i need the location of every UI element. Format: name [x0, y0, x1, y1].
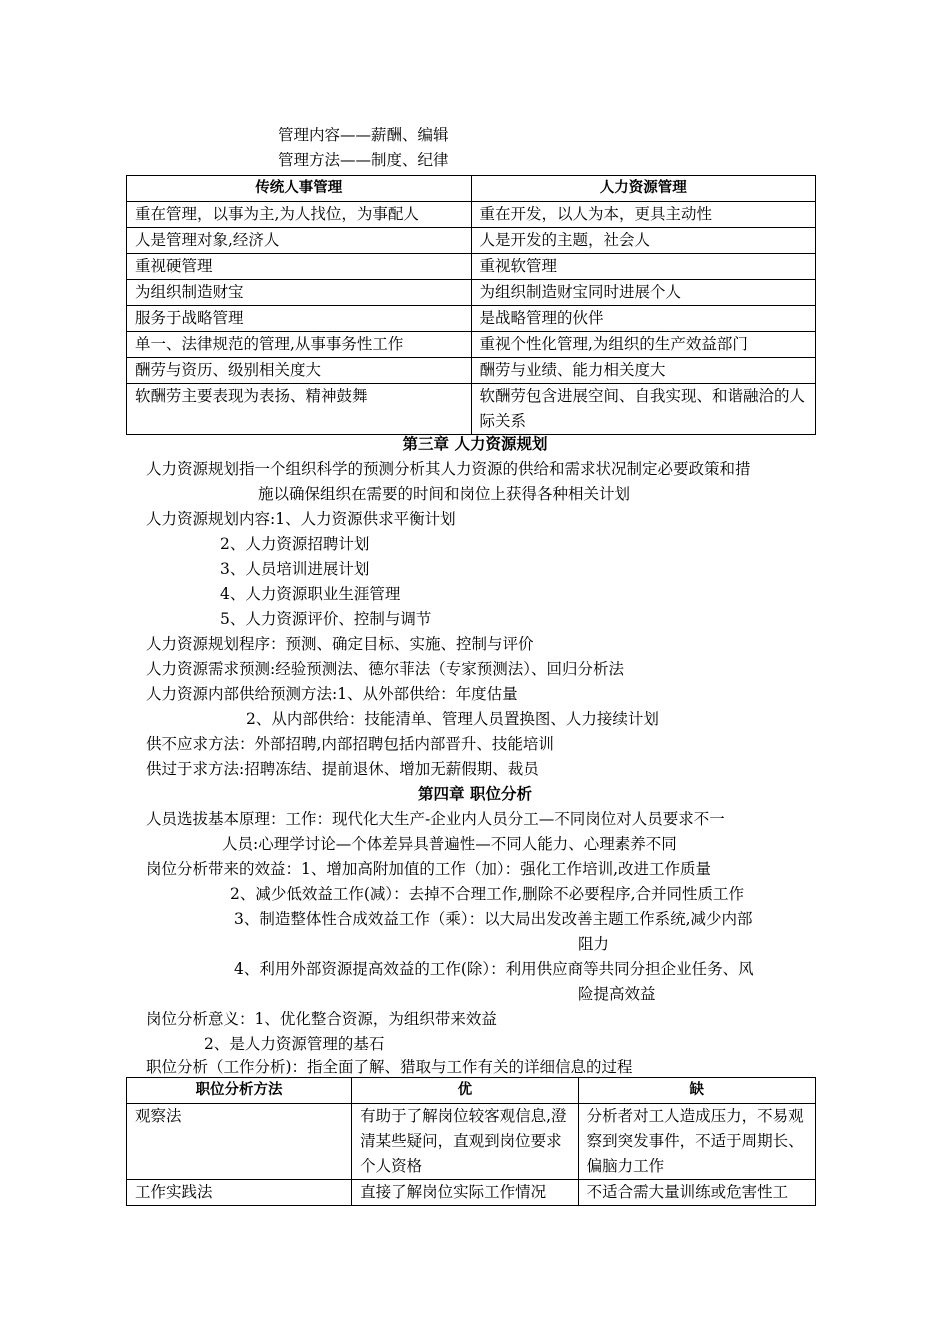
- table-row: [127, 254, 816, 280]
- table-row: [127, 1180, 816, 1206]
- table-cell: 为组织制造财宝同时进展个人: [471, 280, 816, 306]
- analysis-benefit-2: 2、减少低效益工作(减）：去掉不合理工作,删除不必要程序,合并同性质工作: [230, 885, 745, 903]
- intro-line-method: 管理方法——制度、纪律: [278, 151, 449, 169]
- intro-line-content: 管理内容——薪酬、编辑: [278, 126, 449, 144]
- analysis-benefit-4-cont: 险提高效益: [578, 985, 656, 1003]
- table-cell: 有助于了解岗位较客观信息,澄清某些疑问，直观到岗位要求个人资格: [352, 1104, 578, 1180]
- selection-principle-2: 人员:心理学讨论—个体差异具普遍性—不同人能力、心理素养不同: [222, 835, 677, 853]
- table-cell: 直接了解岗位实际工作情况: [352, 1180, 578, 1206]
- header-method: 职位分析方法: [127, 1078, 352, 1104]
- planning-content-4: 4、人力资源职业生涯管理: [220, 585, 401, 603]
- supply-forecast-1: 人力资源内部供给预测方法:1、从外部供给：年度估量: [146, 685, 518, 703]
- table-cell: 酬劳与资历、级别相关度大: [127, 358, 472, 384]
- selection-principle-1: 人员选拔基本原理：工作：现代化大生产-企业内人员分工—不同岗位对人员要求不一: [146, 810, 725, 828]
- table-cell: 为组织制造财宝: [127, 280, 472, 306]
- planning-procedure: 人力资源规划程序：预测、确定目标、实施、控制与评价: [146, 635, 534, 653]
- table-row: [127, 384, 816, 435]
- table-cell: 软酬劳包含进展空间、自我实现、和谐融洽的人际关系: [471, 384, 816, 435]
- header-pros: 优: [352, 1078, 578, 1104]
- planning-content-1: 人力资源规划内容:1、人力资源供求平衡计划: [146, 510, 456, 528]
- header-traditional: 传统人事管理: [127, 176, 472, 202]
- analysis-benefit-1: 岗位分析带来的效益：1、增加高附加值的工作（加）：强化工作培训,改进工作质量: [146, 860, 712, 878]
- header-cons: 缺: [578, 1078, 815, 1104]
- analysis-benefit-4: 4、利用外部资源提高效益的工作(除）：利用供应商等共同分担企业任务、风: [234, 960, 754, 978]
- table-cell: 重视硬管理: [127, 254, 472, 280]
- table-cell: 分析者对工人造成压力，不易观察到突发事件，不适于周期长、偏脑力工作: [578, 1104, 815, 1180]
- table-cell: 服务于战略管理: [127, 306, 472, 332]
- planning-content-5: 5、人力资源评价、控制与调节: [220, 610, 432, 628]
- supply-forecast-2: 2、从内部供给：技能清单、管理人员置换图、人力接续计划: [246, 710, 659, 728]
- table-row: [127, 1104, 816, 1180]
- analysis-benefit-3: 3、制造整体性合成效益工作（乘）：以大局出发改善主题工作系统,减少内部: [234, 910, 753, 928]
- table-cell: 是战略管理的伙伴: [471, 306, 816, 332]
- table-row: [127, 280, 816, 306]
- table-row: [127, 358, 816, 384]
- table-cell: 工作实践法: [127, 1180, 352, 1206]
- job-analysis-methods-table: [126, 1077, 816, 1206]
- table-cell: 软酬劳主要表现为表扬、精神鼓舞: [127, 384, 472, 435]
- table-header-row: [127, 1078, 816, 1104]
- chapter3-definition-line1: 人力资源规划指一个组织科学的预测分析其人力资源的供给和需求状况制定必要政策和措: [146, 460, 751, 478]
- table-cell: 重在开发，以人为本，更具主动性: [471, 202, 816, 228]
- chapter3-title: 第三章 人力资源规划: [402, 435, 548, 453]
- planning-content-2: 2、人力资源招聘计划: [220, 535, 370, 553]
- table-row: [127, 332, 816, 358]
- table-cell: 酬劳与业绩、能力相关度大: [471, 358, 816, 384]
- table-cell: 重在管理，以事为主,为人找位，为事配人: [127, 202, 472, 228]
- analysis-meaning-2: 2、是人力资源管理的基石: [204, 1035, 385, 1053]
- chapter4-title: 第四章 职位分析: [418, 785, 532, 803]
- table-row: [127, 306, 816, 332]
- table-cell: 重视软管理: [471, 254, 816, 280]
- table-cell: 不适合需大量训练或危害性工: [578, 1180, 815, 1206]
- shortage-methods: 供不应求方法：外部招聘,内部招聘包括内部晋升、技能培训: [146, 735, 554, 753]
- analysis-benefit-3-cont: 阻力: [578, 935, 610, 953]
- demand-forecast: 人力资源需求预测:经验预测法、德尔菲法（专家预测法）、回归分析法: [146, 660, 624, 678]
- table-cell: 人是管理对象,经济人: [127, 228, 472, 254]
- table-cell: 单一、法律规范的管理,从事事务性工作: [127, 332, 472, 358]
- header-hrm: 人力资源管理: [471, 176, 816, 202]
- job-analysis-definition: 职位分析（工作分析)：指全面了解、猎取与工作有关的详细信息的过程: [146, 1058, 633, 1076]
- table-header-row: [127, 176, 816, 202]
- table-cell: 人是开发的主题，社会人: [471, 228, 816, 254]
- hr-comparison-table: [126, 175, 816, 435]
- planning-content-3: 3、人员培训进展计划: [220, 560, 370, 578]
- table-cell: 观察法: [127, 1104, 352, 1180]
- table-cell: 重视个性化管理,为组织的生产效益部门: [471, 332, 816, 358]
- chapter3-definition-line2: 施以确保组织在需要的时间和岗位上获得各种相关计划: [258, 485, 631, 503]
- table-row: [127, 202, 816, 228]
- analysis-meaning-1: 岗位分析意义：1、优化整合资源，为组织带来效益: [146, 1010, 497, 1028]
- surplus-methods: 供过于求方法:招聘冻结、提前退休、增加无薪假期、裁员: [146, 760, 539, 778]
- table-row: [127, 228, 816, 254]
